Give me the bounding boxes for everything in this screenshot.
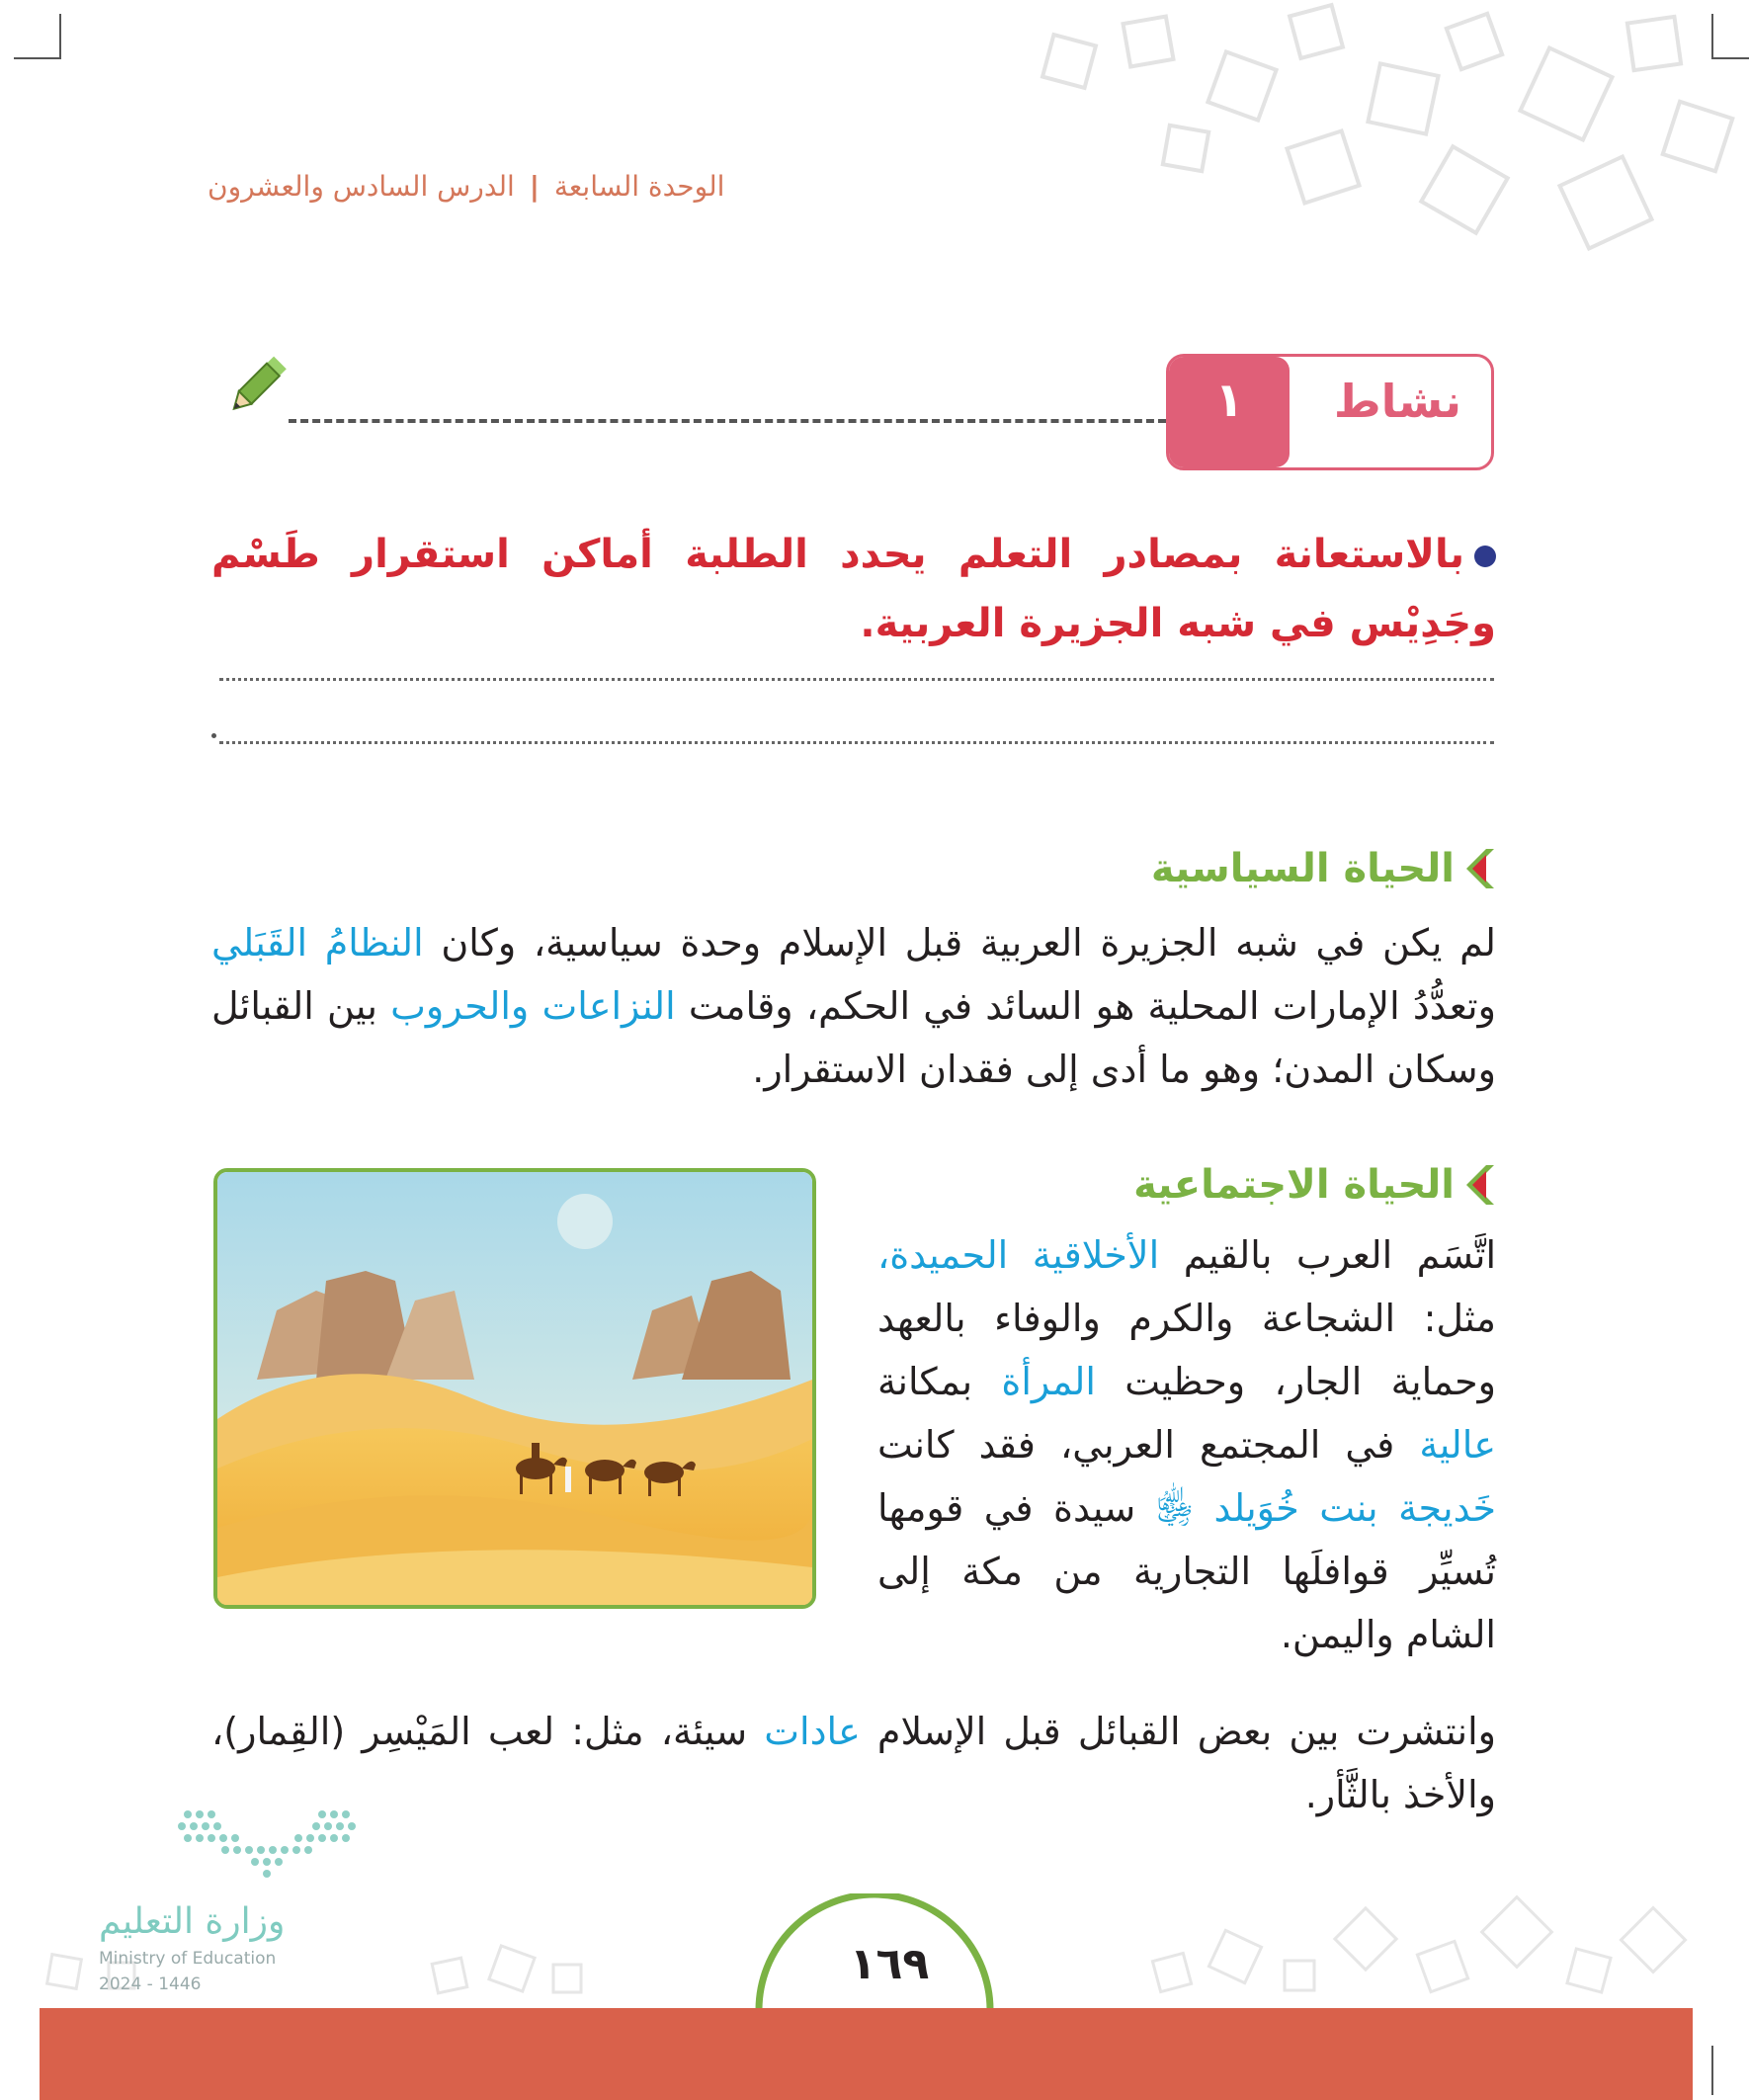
social-paragraph bbox=[877, 1223, 1496, 1666]
highlight-term: عالية bbox=[1419, 1423, 1496, 1467]
unit-title: الوحدة السابعة bbox=[553, 170, 725, 203]
highlight-term: النظامُ القَبَلي bbox=[211, 921, 424, 965]
chevron-left-icon bbox=[1464, 849, 1494, 888]
activity-instruction bbox=[211, 520, 1496, 658]
bullet-icon bbox=[1474, 546, 1496, 567]
line-end-dot bbox=[211, 733, 216, 738]
section-title: الحياة الاجتماعية bbox=[1133, 1162, 1455, 1208]
political-paragraph bbox=[211, 911, 1496, 1101]
text-run: وتعدُّدُ الإمارات المحلية هو السائد في الحكم، وقامت bbox=[675, 984, 1496, 1028]
text-run: بمكانة bbox=[877, 1360, 1002, 1403]
text-run: سيئة، مثل: لعب المَيْسِر (القِمار)، والأخذ بالثَّأر. bbox=[211, 1710, 1496, 1816]
answer-line[interactable] bbox=[219, 741, 1494, 744]
crop-mark bbox=[59, 14, 61, 59]
highlight-term: المرأة bbox=[1001, 1360, 1096, 1403]
section-heading-political bbox=[1151, 846, 1494, 891]
desert-scene bbox=[217, 1172, 812, 1605]
activity-divider bbox=[289, 419, 1166, 423]
text-run: في المجتمع العربي، فقد كانت bbox=[877, 1423, 1420, 1467]
section-heading-social bbox=[1133, 1162, 1494, 1208]
footer-bar bbox=[40, 2008, 1693, 2100]
section-title: الحياة السياسية bbox=[1150, 846, 1455, 891]
highlight-term: عادات bbox=[764, 1710, 861, 1753]
ministry-year: 2024 - 1446 bbox=[99, 1974, 202, 1994]
ministry-name-arabic: وزارة التعليم bbox=[99, 1901, 286, 1942]
ministry-name-english: Ministry of Education bbox=[99, 1949, 277, 1969]
text-run: مثل: الشجاعة والكرم والوفاء بالعهد وحماية الجار، وحظيت bbox=[877, 1297, 1496, 1403]
lesson-title: الدرس السادس والعشرون bbox=[208, 170, 515, 203]
activity-number: ١ bbox=[1214, 373, 1244, 428]
page-header bbox=[208, 170, 761, 203]
text-run: سيدة في قومها تُسيِّر قوافلَها التجارية من مكة إلى الشام واليمن. bbox=[877, 1486, 1496, 1656]
text-run: وانتشرت بين بعض القبائل قبل الإسلام bbox=[860, 1710, 1497, 1753]
pencil-icon bbox=[223, 352, 287, 421]
crop-mark bbox=[1711, 2046, 1713, 2095]
desert-caravan-illustration bbox=[213, 1168, 816, 1609]
text-run: لم يكن في شبه الجزيرة العربية قبل الإسلام وحدة سياسية، وكان bbox=[423, 921, 1496, 965]
highlight-term: النزاعات والحروب bbox=[390, 984, 676, 1028]
header-separator: | bbox=[529, 170, 540, 203]
activity-label: نشاط bbox=[1333, 375, 1461, 428]
crop-mark bbox=[14, 57, 59, 59]
highlight-term: خَديجة بنت خُوَيلد ﵂ bbox=[1155, 1486, 1497, 1530]
highlight-term: الأخلاقية الحميدة، bbox=[877, 1233, 1160, 1277]
instruction-text: بالاستعانة بمصادر التعلم يحدد الطلبة أماكن استقرار طَسْم وجَدِيْس في شبه الجزيرة العربية. bbox=[211, 532, 1496, 646]
text-run: اتَّسَم العرب بالقيم bbox=[1159, 1233, 1496, 1277]
page-number: ١٦٩ bbox=[849, 1939, 930, 1989]
answer-line[interactable] bbox=[219, 678, 1494, 681]
decorative-pattern bbox=[1018, 0, 1749, 277]
activity-badge bbox=[1166, 354, 1494, 470]
chevron-left-icon bbox=[1464, 1165, 1494, 1205]
social-paragraph-2 bbox=[211, 1700, 1496, 1826]
text-run: بين القبائل وسكان المدن؛ وهو ما أدى إلى فقدان الاستقرار. bbox=[211, 984, 1496, 1091]
